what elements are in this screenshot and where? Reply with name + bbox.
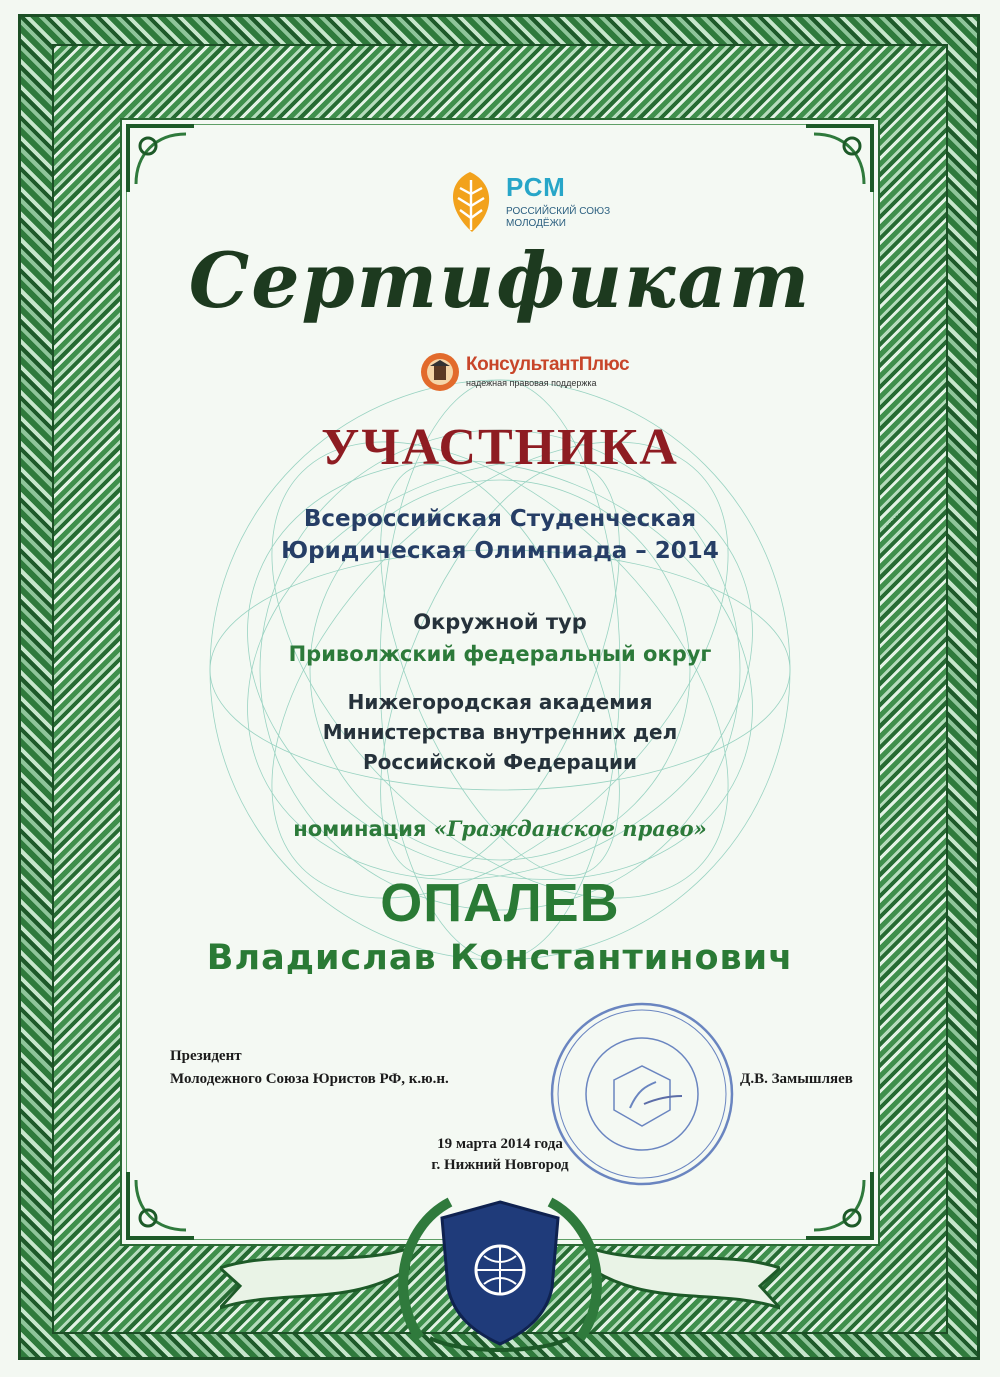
sponsor-tagline: надежная правовая поддержка (466, 378, 597, 388)
union-emblem-icon (380, 1188, 620, 1358)
issue-date: 19 марта 2014 года (437, 1136, 563, 1152)
sponsor-emblem-icon (420, 352, 460, 392)
leaf-logo-icon (440, 168, 500, 236)
academy-line-2: Министерства внутренних дел (322, 720, 678, 744)
certificate-title: Сертификат (188, 236, 812, 325)
consultant-plus-logo (420, 352, 630, 394)
sponsor-name: КонсультантПлюс (466, 354, 630, 375)
issue-city: г. Нижний Новгород (431, 1157, 569, 1173)
corner-ornament-icon (804, 124, 874, 194)
rsm-abbreviation: РСМ (506, 172, 566, 202)
olympiad-line-1: Всероссийская Студенческая (303, 506, 697, 532)
federal-district: Приволжский федеральный округ (288, 642, 712, 666)
participant-label: УЧАСТНИКА (321, 419, 679, 476)
rsm-logo (440, 168, 620, 238)
corner-ornament-icon (126, 1170, 196, 1240)
recipient-surname: ОПАЛЕВ (380, 873, 620, 933)
signatory-organization: Молодежного Союза Юристов РФ, к.ю.н. (170, 1071, 449, 1087)
round-name: Окружной тур (413, 610, 587, 634)
signatory-title: Президент (170, 1048, 242, 1064)
rsm-full-name: РОССИЙСКИЙ СОЮЗ МОЛОДЁЖИ (506, 206, 611, 229)
nomination (0, 816, 1000, 841)
corner-ornament-icon (126, 124, 196, 194)
nomination-prefix: номинация (293, 817, 427, 841)
olympiad-line-2: Юридическая Олимпиада – 2014 (281, 538, 719, 564)
signatory-name: Д.В. Замышляев (740, 1071, 853, 1087)
nomination-value: «Гражданское право» (433, 816, 707, 841)
corner-ornament-icon (804, 1170, 874, 1240)
academy-line-1: Нижегородская академия (347, 690, 653, 714)
recipient-given-names: Владислав Константинович (206, 938, 794, 978)
academy-line-3: Российской Федерации (362, 750, 638, 774)
